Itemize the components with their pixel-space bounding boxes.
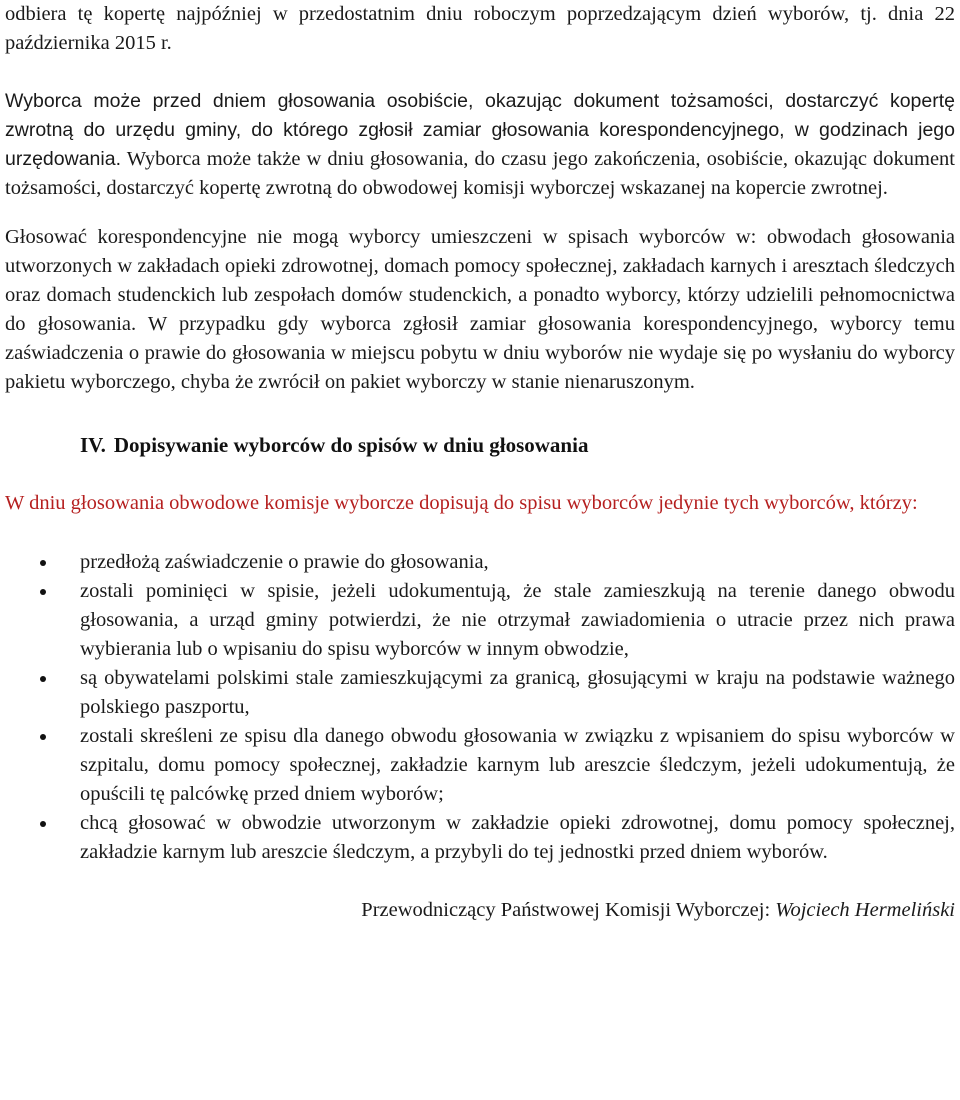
signature-name: Wojciech Hermeliński bbox=[775, 899, 955, 921]
bullet-icon bbox=[40, 560, 46, 566]
list-item: przedłożą zaświadczenie o prawie do głosowania, bbox=[5, 548, 955, 577]
paragraph-exclusions: Głosować korespondencyjne nie mogą wyborcy umieszczeni w spisach wyborców w: obwodach głosowania utworzonych w zakładach opieki zdrowotnej, domach pomocy społecznej, zakładach karnych i aresztach śledczych oraz domach studenckich lub zespołach domów studenckich, a ponadto wyborcy, którzy udzielili pełnomocnictwa do głosowania. W przypadku gdy wyborca zgłosił zamiar głosowania korespondencyjnego, wyborcy temu zaświadczenia o prawie do głosowania w miejscu pobytu w dniu wyborów nie wydaje się po wysłaniu do wyborcy pakietu wyborczego, chyba że zwrócił on pakiet wyborczy w stanie nienaruszonym. bbox=[5, 226, 955, 393]
bullet-icon bbox=[40, 734, 46, 740]
list-item: zostali skreśleni ze spisu dla danego obwodu głosowania w związku z wpisaniem do spisu wyborców w szpitalu, domu pomocy społecznej, zakładzie karnym lub areszcie śledczym, jeżeli udokumentują, że opuścili tę palcówkę przed dniem wyborów; bbox=[5, 722, 955, 809]
list-item: chcą głosować w obwodzie utworzonym w zakładzie opieki zdrowotnej, domu pomocy społecznej, zakładzie karnym lub areszcie śledczym, a przybyli do tej jednostki przed dniem wyborów. bbox=[5, 809, 955, 867]
list-item: są obywatelami polskimi stale zamieszkującymi za granicą, głosującymi w kraju na podstawie ważnego polskiego paszportu, bbox=[5, 664, 955, 722]
section-heading bbox=[80, 431, 955, 460]
section-number: IV. bbox=[80, 433, 106, 457]
signature-line bbox=[5, 896, 955, 925]
bullet-icon bbox=[40, 676, 46, 682]
paragraph-delivery-part1: Wyborca może przed dniem głosowania osobiście, okazując dokument tożsamości, dostarczyć kopertę zwrotną do urzędu gminy, do którego zgłosił zamiar głosowania korespondencyjnego, w godzinach jego urzędowania. bbox=[5, 90, 955, 170]
section-title: Dopisywanie wyborców do spisów w dniu głosowania bbox=[113, 433, 589, 457]
list-item: zostali pominięci w spisie, jeżeli udokumentują, że stale zamieszkują na terenie danego obwodu głosowania, a urząd gminy potwierdzi, że nie otrzymał zawiadomienia o utracie przez nich prawa wybierania lub o wpisaniu do spisu wyborców w innym obwodzie, bbox=[5, 577, 955, 664]
paragraph-deadline: odbiera tę kopertę najpóźniej w przedostatnim dniu roboczym poprzedzającym dzień wyborów, tj. dnia 22 października 2015 r. bbox=[5, 3, 955, 54]
bullet-icon bbox=[40, 589, 46, 595]
bullet-list bbox=[5, 548, 955, 867]
signature-role: Przewodniczący Państwowej Komisji Wyborczej: bbox=[361, 899, 776, 921]
paragraph-delivery bbox=[5, 87, 955, 203]
bullet-icon bbox=[40, 821, 46, 827]
document-page bbox=[5, 0, 955, 925]
section-lead: W dniu głosowania obwodowe komisje wyborcze dopisują do spisu wyborców jedynie tych wyborców, którzy: bbox=[5, 492, 918, 514]
paragraph-delivery-part2: Wyborca może także w dniu głosowania, do czasu jego zakończenia, osobiście, okazując dokument tożsamości, dostarczyć kopertę zwrotną do obwodowej komisji wyborczej wskazanej na kopercie zwrotnej. bbox=[5, 148, 955, 199]
